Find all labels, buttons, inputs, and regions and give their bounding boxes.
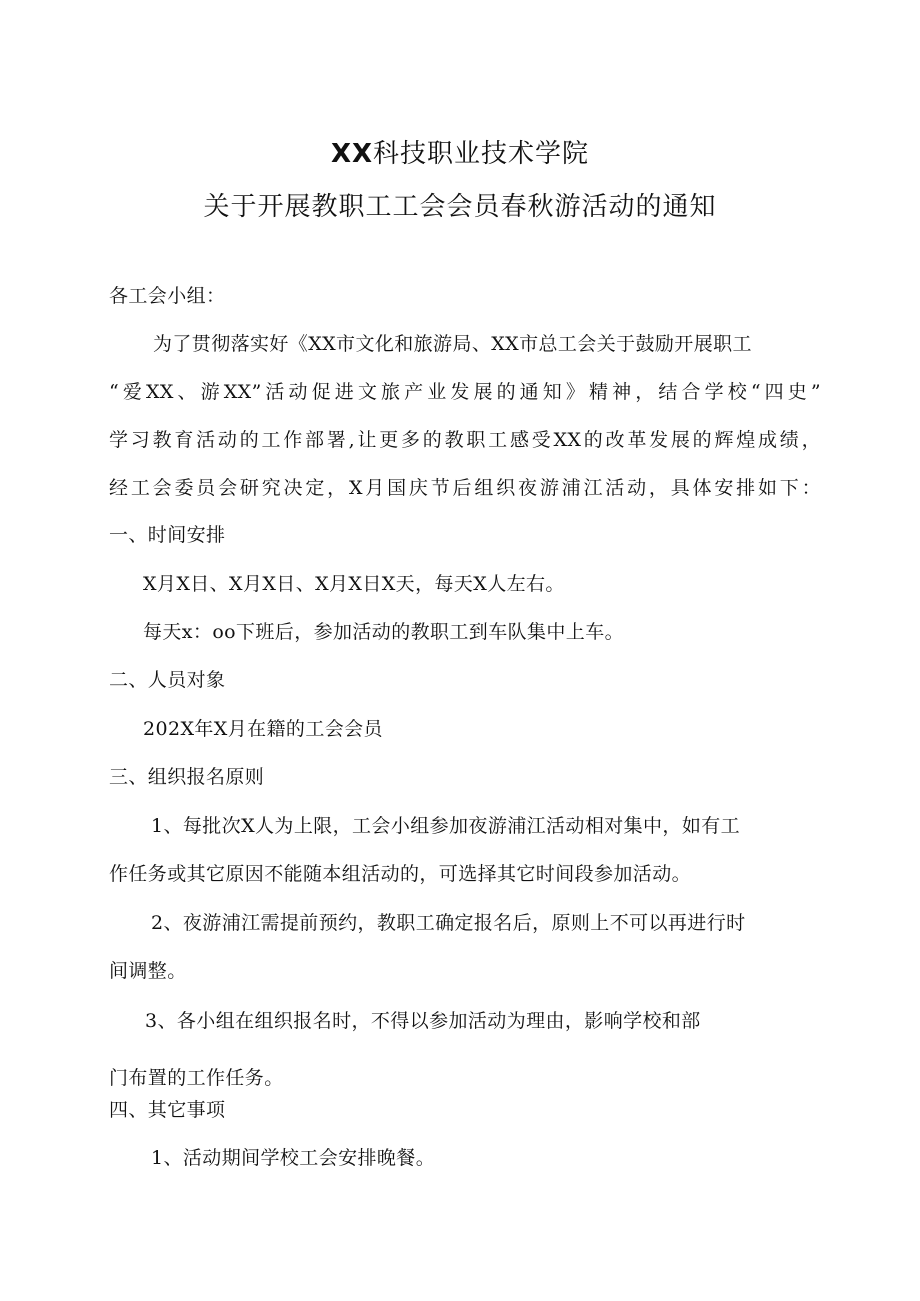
section-1-line-2: 每天x：oo下班后，参加活动的教职工到车队集中上车。 — [143, 621, 624, 643]
section-2-line-1: 202X年X月在籍的工会会员 — [143, 718, 383, 740]
title-school-name: 科技职业技术学院 — [373, 139, 590, 169]
section-2-heading: 二、人员对象 — [109, 669, 226, 691]
document-title-school — [0, 133, 920, 170]
intro-line-2: “爱XX、游XX”活动促进文旅产业发展的通知》精神，结合学校“四史” — [109, 381, 821, 403]
intro-line-3: 学习教育活动的工作部署,让更多的教职工感受XX的改革发展的辉煌成绩， — [109, 429, 821, 451]
intro-line-4: 经工会委员会研究决定，X月国庆节后组织夜游浦江活动，具体安排如下： — [109, 477, 821, 499]
section-3-item-3-line-2: 门布置的工作任务。 — [109, 1067, 284, 1089]
title-prefix: XX — [330, 139, 374, 169]
section-3-item-2-line-2: 间调整。 — [109, 960, 187, 982]
section-1-line-1: X月X日、X月X日、X月X日X天，每天X人左右。 — [143, 573, 565, 595]
section-3-item-3-line-1: 3、各小组在组织报名时，不得以参加活动为理由，影响学校和部 — [145, 1010, 701, 1032]
intro-line-1: 为了贯彻落实好《XX市文化和旅游局、XX市总工会关于鼓励开展职工 — [153, 333, 752, 355]
section-3-item-1-line-2: 作任务或其它原因不能随本组活动的，可选择其它时间段参加活动。 — [109, 863, 692, 885]
section-3-item-1-line-1: 1、每批次X人为上限，工会小组参加夜游浦江活动相对集中，如有工 — [151, 815, 741, 837]
section-1-heading: 一、时间安排 — [109, 524, 226, 546]
section-4-line-1: 1、活动期间学校工会安排晚餐。 — [151, 1147, 436, 1169]
salutation: 各工会小组： — [109, 285, 226, 307]
section-3-item-2-line-1: 2、夜游浦江需提前预约，教职工确定报名后，原则上不可以再进行时 — [151, 912, 746, 934]
document-title-notice: 关于开展教职工工会会员春秋游活动的通知 — [203, 192, 717, 222]
section-4-heading: 四、其它事项 — [109, 1099, 226, 1121]
section-3-heading: 三、组织报名原则 — [109, 766, 265, 788]
